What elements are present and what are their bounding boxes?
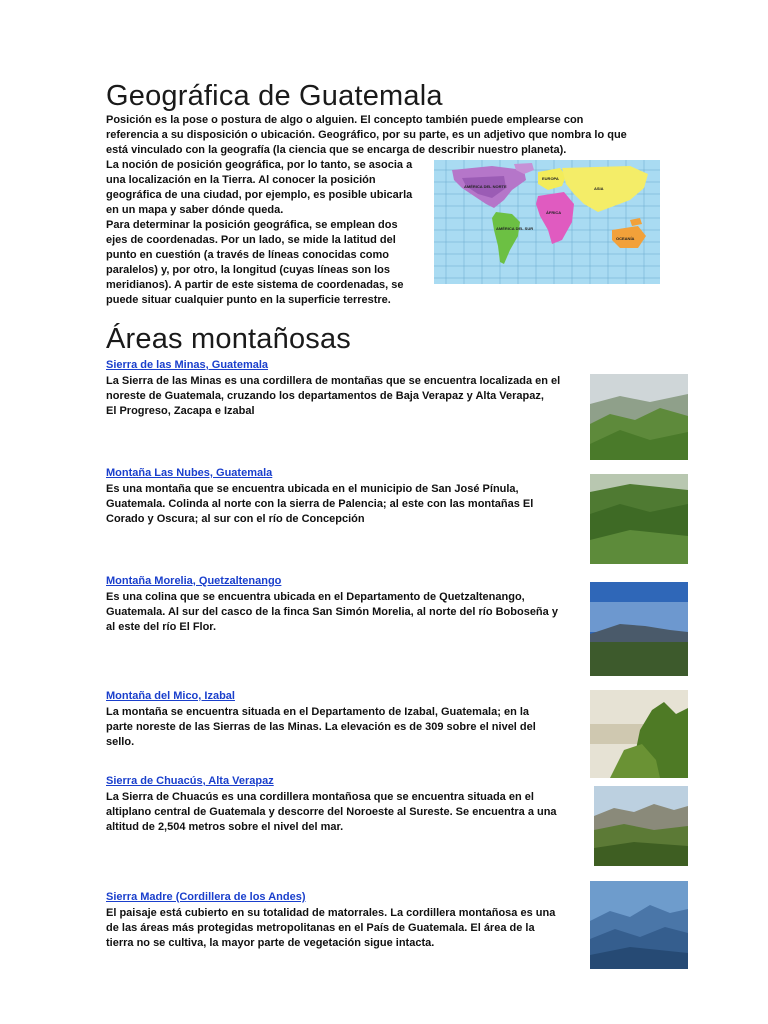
- link-montana-del-mico[interactable]: Montaña del Mico, Izabal: [106, 690, 235, 702]
- text-line: una localización en la Tierra. Al conocer la posición: [106, 174, 376, 186]
- intro-paragraph: [106, 113, 666, 158]
- mountain-photo: [590, 374, 688, 460]
- text-line: al este del río El Flor.: [106, 621, 217, 633]
- text-line: Posición es la pose o postura de algo o alguien. El concepto también puede emplearse con: [106, 114, 584, 126]
- text-line: sello.: [106, 736, 135, 748]
- map-label-europe: EUROPA: [542, 176, 559, 181]
- item-description: [106, 590, 596, 635]
- text-line: referencia a su disposición o ubicación. Geográfico, por su parte, es un adjetivo que nombra lo que: [106, 129, 627, 141]
- link-sierra-de-las-minas[interactable]: Sierra de las Minas, Guatemala: [106, 359, 269, 371]
- item-description: [106, 482, 596, 527]
- mountain-photo: [590, 474, 688, 564]
- item-description: [106, 705, 596, 750]
- text-line: altiplano central de Guatemala y descorre del Noroeste al Sureste. Se encuentra a una: [106, 806, 557, 818]
- text-line: geográfica de una ciudad, por ejemplo, es posible ubicarla: [106, 189, 413, 201]
- section-title: Áreas montañosas: [106, 323, 351, 355]
- text-line: La noción de posición geográfica, por lo tanto, se asocia a: [106, 159, 413, 171]
- text-line: Es una montaña que se encuentra ubicada en el municipio de San José Pínula,: [106, 483, 519, 495]
- text-line: noreste de Guatemala, cruzando los departamentos de Baja Verapaz y Alta Verapaz,: [106, 390, 544, 402]
- text-line: El paisaje está cubierto en su totalidad de matorrales. La cordillera montañosa es una: [106, 907, 556, 919]
- text-line: La montaña se encuentra situada en el Departamento de Izabal, Guatemala; en la: [106, 706, 530, 718]
- text-line: La Sierra de Chuacús es una cordillera montañosa que se encuentra situada en el: [106, 791, 534, 803]
- map-label-north-america: AMÉRICA DEL NORTE: [464, 184, 507, 189]
- mountain-photo: [590, 690, 688, 778]
- item-description: [106, 906, 596, 951]
- text-line: Corado y Oscura; al sur con el río de Concepción: [106, 513, 365, 525]
- item-description: [106, 790, 596, 835]
- text-line: Guatemala. Colinda al norte con la sierra de Palencia; al este con las montañas El: [106, 498, 534, 510]
- text-line: Para determinar la posición geográfica, se emplean dos: [106, 219, 398, 231]
- text-line: Guatemala. Al sur del casco de la finca San Simón Morelia, al norte del río Boboseña y: [106, 606, 558, 618]
- mountain-photo: [590, 582, 688, 676]
- world-map-image: [434, 160, 660, 284]
- mountain-photo: [594, 786, 688, 866]
- text-line: tierra no se cultiva, la mayor parte de vegetación sigue intacta.: [106, 937, 435, 949]
- text-line: meridianos). A partir de este sistema de coordenadas, se: [106, 279, 404, 291]
- link-sierra-madre[interactable]: Sierra Madre (Cordillera de los Andes): [106, 891, 306, 903]
- text-line: Es una colina que se encuentra ubicada en el Departamento de Quetzaltenango,: [106, 591, 525, 603]
- text-line: altitud de 2,504 metros sobre el nivel del mar.: [106, 821, 344, 833]
- text-line: El Progreso, Zacapa e Izabal: [106, 405, 255, 417]
- map-label-africa: ÁFRICA: [546, 210, 562, 215]
- item-description: [106, 374, 596, 419]
- text-line: en un mapa y saber dónde queda.: [106, 204, 284, 216]
- map-label-south-america: AMÉRICA DEL SUR: [496, 226, 534, 231]
- position-paragraph: [106, 158, 436, 308]
- link-montana-morelia[interactable]: Montaña Morelia, Quetzaltenango: [106, 575, 282, 587]
- page-title: Geográfica de Guatemala: [106, 80, 443, 112]
- text-line: de las áreas más protegidas metropolitanas en el País de Guatemala. El área de la: [106, 922, 535, 934]
- map-label-oceania: OCEANÍA: [616, 236, 635, 241]
- text-line: está vinculado con la geografía (la ciencia que se encarga de describir nuestro planeta).: [106, 144, 567, 156]
- mountain-photo: [590, 881, 688, 969]
- text-line: ejes de coordenadas. Por un lado, se mide la latitud del: [106, 234, 396, 246]
- text-line: paralelos) y, por otro, la longitud (cuyas líneas son los: [106, 264, 391, 276]
- text-line: parte noreste de las Sierras de las Minas. La elevación es de 309 sobre el nivel del: [106, 721, 536, 733]
- link-montana-las-nubes[interactable]: Montaña Las Nubes, Guatemala: [106, 467, 273, 479]
- text-line: puede situar cualquier punto en la superficie terrestre.: [106, 294, 391, 306]
- text-line: punto en cuestión (a través de líneas conocidas como: [106, 249, 390, 261]
- text-line: La Sierra de las Minas es una cordillera de montañas que se encuentra localizada en el: [106, 375, 561, 387]
- link-sierra-de-chuacus[interactable]: Sierra de Chuacús, Alta Verapaz: [106, 775, 274, 787]
- map-label-asia: ASIA: [594, 186, 604, 191]
